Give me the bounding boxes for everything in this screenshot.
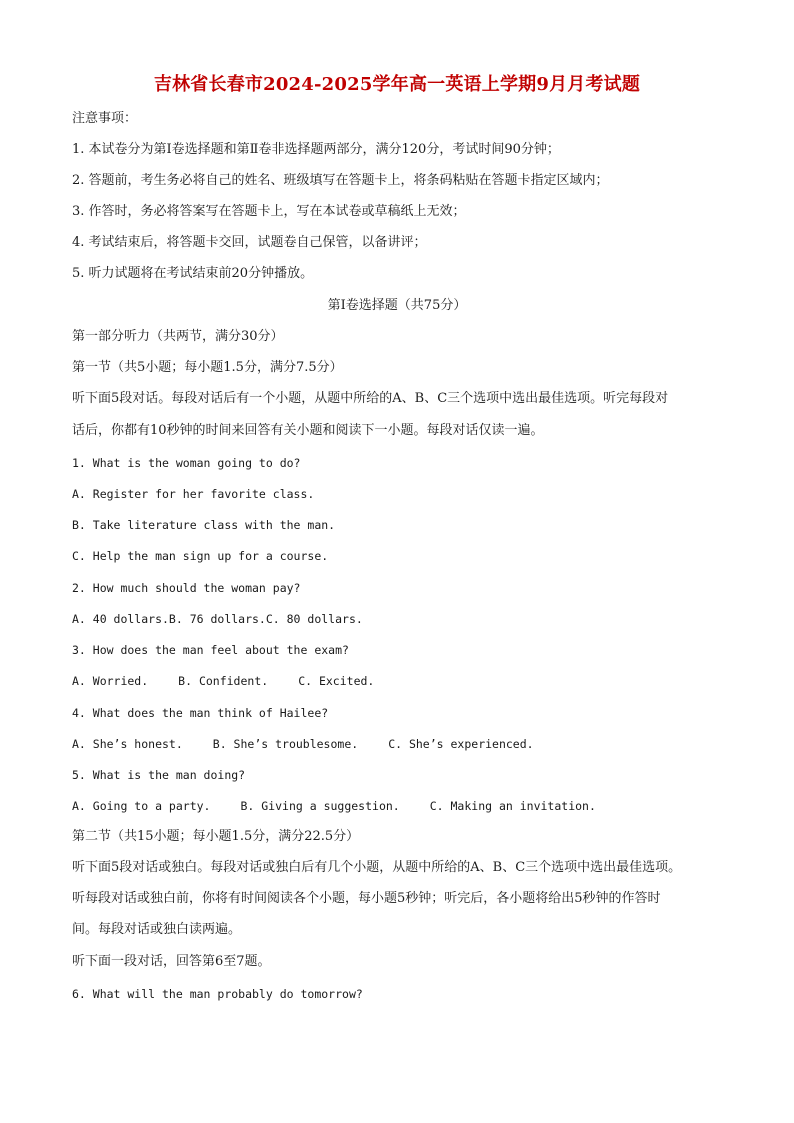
notice-item-4: 4. 考试结束后，将答题卡交回，试题卷自己保管，以备讲评； bbox=[72, 235, 427, 250]
section2-sub-instruction: 听下面一段对话，回答第6至7题。 bbox=[72, 954, 271, 969]
section1-instruction-line2: 话后，你都有10秒钟的时间来回答有关小题和阅读下一小题。每段对话仅读一遍。 bbox=[72, 423, 544, 438]
volume-heading: 第Ⅰ卷选择题（共75分） bbox=[327, 298, 467, 313]
section1-instruction-line1: 听下面5段对话。每段对话后有一个小题，从题中所给的A、B、C三个选项中选出最佳选项。听完每段对 bbox=[72, 391, 669, 406]
option-1a: A. Register for her favorite class. bbox=[72, 487, 315, 501]
notice-heading: 注意事项： bbox=[72, 111, 138, 126]
options-2: A. 40 dollars.B. 76 dollars.C. 80 dollars. bbox=[72, 612, 363, 626]
question-6: 6. What will the man probably do tomorrow? bbox=[72, 987, 363, 1001]
notice-item-3: 3. 作答时，务必将答案写在答题卡上，写在本试卷或草稿纸上无效； bbox=[72, 204, 466, 219]
section1-heading: 第一节（共5小题；每小题1.5分，满分7.5分） bbox=[72, 360, 343, 375]
option-3b: B. Confident. bbox=[178, 674, 269, 688]
notice-item-1: 1. 本试卷分为第Ⅰ卷选择题和第Ⅱ卷非选择题两部分，满分120分，考试时间90分钟； bbox=[72, 142, 560, 157]
option-1b: B. Take literature class with the man. bbox=[72, 518, 336, 532]
question-4: 4. What does the man think of Hailee? bbox=[72, 706, 329, 720]
option-5c: C. Making an invitation. bbox=[429, 799, 596, 813]
option-5a: A. Going to a party. bbox=[72, 799, 211, 813]
option-4b: B. She’s troublesome. bbox=[212, 737, 359, 751]
page-title: 吉林省长春市2024-2025学年高一英语上学期9月月考试题 bbox=[153, 74, 641, 95]
option-5b: B. Giving a suggestion. bbox=[240, 799, 400, 813]
options-4 bbox=[72, 736, 534, 752]
question-3: 3. How does the man feel about the exam? bbox=[72, 643, 349, 657]
question-2: 2. How much should the woman pay? bbox=[72, 581, 301, 595]
option-4a: A. She’s honest. bbox=[72, 737, 183, 751]
option-3a: A. Worried. bbox=[72, 674, 149, 688]
option-4c: C. She’s experienced. bbox=[388, 737, 534, 751]
section2-instruction-line1: 听下面5段对话或独白。每段对话或独白后有几个小题，从题中所给的A、B、C三个选项中选出最佳选项。 bbox=[72, 860, 682, 875]
question-1: 1. What is the woman going to do? bbox=[72, 456, 301, 470]
option-3c: C. Excited. bbox=[298, 674, 375, 688]
section2-instruction-line2: 听每段对话或独白前，你将有时间阅读各个小题，每小题5秒钟；听完后，各小题将给出5秒钟的作答时 bbox=[72, 891, 661, 906]
section2-heading: 第二节（共15小题；每小题1.5分，满分22.5分） bbox=[72, 829, 360, 844]
question-5: 5. What is the man doing? bbox=[72, 768, 246, 782]
notice-item-2: 2. 答题前，考生务必将自己的姓名、班级填写在答题卡上，将条码粘贴在答题卡指定区域内； bbox=[72, 173, 609, 188]
options-3 bbox=[72, 673, 374, 689]
options-5 bbox=[72, 798, 596, 814]
part1-heading: 第一部分听力（共两节，满分30分） bbox=[72, 329, 284, 344]
section2-instruction-line3: 间。每段对话或独白读两遍。 bbox=[72, 922, 242, 937]
option-1c: C. Help the man sign up for a course. bbox=[72, 549, 329, 563]
notice-item-5: 5. 听力试题将在考试结束前20分钟播放。 bbox=[72, 266, 314, 281]
